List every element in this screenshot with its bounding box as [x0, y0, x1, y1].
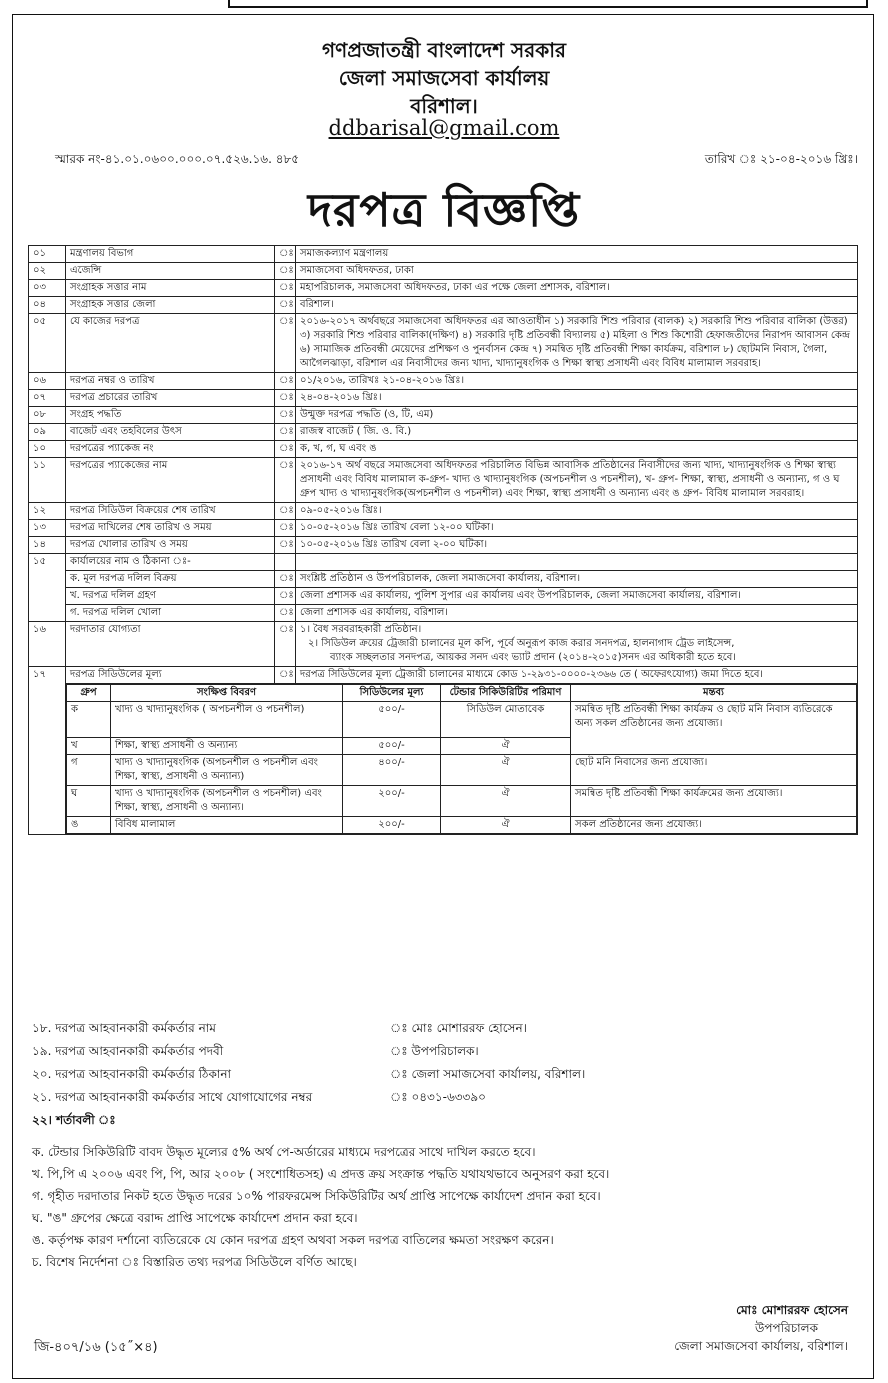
signatory-designation: উপপরিচালক	[755, 1321, 818, 1335]
row-number: ১৩	[29, 520, 66, 537]
group-desc: বিবিধ মালামাল	[111, 817, 343, 834]
row-separator: ঃ	[275, 280, 296, 297]
condition-item: ঘ. "ঙ" গ্রুপের ক্ষেত্রে বরাদ্দ প্রাপ্তি সাপেক্ষে কার্যাদেশ প্রদান করা হবে।	[32, 1211, 358, 1225]
table-row	[29, 314, 858, 373]
row-value: ২০১৬-১৭ অর্থ বছরে সমাজসেবা অধিদফতর পরিচালিত বিভিন্ন আবাসিক প্রতিষ্ঠানের নিবাসীদের জন্য খাদ্য, খাদ্যানুষংগিক ও শিক্ষা স্বাস্থ্য প্রসাধনী এবং বিবিধ মালামাল ক-গ্রুপ- খাদ্য ও খাদ্যানুষংগিক (অপচনশীল ও পচনশীল), খ- গ্রুপ- শিক্ষা, স্বাস্থ্য, প্রসাধনী ও অন্যান্য, গ ও ঘ গ্রুপ খাদ্য ও খাদ্যানুষংগিক(অপচনশীল ও পচনশীল) এবং শিক্ষা, স্বাস্থ্য প্রসাধনী ও অন্যান্য এবং ঙ গ্রুপ- বিবিধ মালামাল সরবরাহ।	[296, 458, 858, 503]
col-header: সিডিউলের মূল্য	[343, 685, 441, 702]
row-number: ১৫	[29, 554, 66, 622]
condition-item: চ. বিশেষ নির্দেশনা ঃ বিস্তারিত তথ্য দরপত্র সিডিউলে বর্ণিত আছে।	[32, 1255, 357, 1269]
row-separator: ঃ	[275, 263, 296, 280]
table-row	[29, 280, 858, 297]
table-row	[29, 373, 858, 390]
officer-name-value: ঃ মোঃ মোশাররফ হোসেন।	[390, 1021, 527, 1035]
officer-address-label: ২০. দরপত্র আহবানকারী কর্মকর্তার ঠিকানা	[32, 1067, 231, 1081]
officer-designation-label: ১৯. দরপত্র আহবানকারী কর্মকর্তার পদবী	[32, 1044, 224, 1058]
row-number: ১৬	[29, 622, 66, 667]
row-value: ১০-০৫-২০১৬ খ্রিঃ তারিখ বেলা ১২-০০ ঘটিকা।	[296, 520, 858, 537]
row-separator: ঃ	[275, 424, 296, 441]
row-value: ০৯-০৫-২০১৬ খ্রিঃ।	[296, 503, 858, 520]
row-value: জেলা প্রশাসক এর কার্যালয়, বরিশাল।	[296, 605, 858, 622]
row-label: দরপত্র প্রচারের তারিখ	[66, 390, 275, 407]
table-row	[29, 441, 858, 458]
group-price: ২০০/-	[343, 817, 441, 834]
group-code: গ	[67, 755, 111, 786]
condition-item: গ. গৃহীত দরদাতার নিকট হতে উদ্ধৃত দরের ১০% পারফরমেন্স সিকিউরিটির অর্থ প্রাপ্তি সাপেক্ষে কার্যাদেশ প্রদান করা হবে।	[32, 1189, 601, 1203]
row-label: মন্ত্রণালয় বিভাগ	[66, 246, 275, 263]
row-number: ০৮	[29, 407, 66, 424]
group-desc: শিক্ষা, স্বাস্থ্য প্রসাধনী ও অন্যান্য	[111, 738, 343, 755]
row-separator: ঃ	[275, 588, 296, 605]
group-desc: খাদ্য ও খাদ্যানুষংগিক ( অপচনশীল ও পচনশীল)	[111, 702, 343, 738]
group-remark: সমন্বিত দৃষ্টি প্রতিবন্ধী শিক্ষা কার্যক্রম ও ছোট মনি নিবাস ব্যতিরেকে অন্য সকল প্রতিষ্ঠানের জন্য প্রযোজ্য।	[571, 702, 857, 755]
group-price: ৫০০/-	[343, 702, 441, 738]
office-city: বরিশাল।	[410, 94, 478, 118]
email-link[interactable]: ddbarisal@gmail.com	[328, 116, 560, 140]
table-row	[29, 520, 858, 537]
groups-row	[67, 702, 857, 738]
table-row	[29, 503, 858, 520]
officer-address-value: ঃ জেলা সমাজসেবা কার্যালয়, বরিশাল।	[390, 1067, 586, 1081]
row-label: দরপত্র সিডিউলের মূল্য	[66, 667, 275, 684]
row-number: ১৭	[29, 667, 66, 835]
row-separator: ঃ	[275, 314, 296, 373]
col-header: টেন্ডার সিকিউরিটির পরিমাণ	[441, 685, 571, 702]
row-label: সংগ্রাহক সত্তার জেলা	[66, 297, 275, 314]
officer-name-label: ১৮. দরপত্র আহবানকারী কর্মকর্তার নাম	[32, 1021, 216, 1035]
table-row	[29, 554, 858, 571]
table-row	[29, 263, 858, 280]
row-value: সমাজসেবা অধিদফতর, ঢাকা	[296, 263, 858, 280]
row-separator: ঃ	[275, 390, 296, 407]
officer-contact-value: ঃ ০৪৩১-৬৩৩৯০	[390, 1090, 486, 1104]
notice-date: তারিখ ঃ ২১-০৪-২০১৬ খ্রিঃ।	[704, 152, 858, 166]
signatory-office: জেলা সমাজসেবা কার্যালয়, বরিশাল।	[674, 1339, 848, 1353]
row-separator: ঃ	[275, 373, 296, 390]
row-label: দরপত্রের প্যাকেজের নাম	[66, 458, 275, 503]
table-row	[29, 458, 858, 503]
condition-item: খ. পি,পি এ ২০০৬ এবং পি, পি, আর ২০০৮ ( সংশোধিতসহ) এ প্রদত্ত ক্রয় সংক্রান্ত পদ্ধতি যথাযথভাবে অনুসরণ করা হবে।	[32, 1167, 610, 1181]
group-desc: খাদ্য ও খাদ্যানুষংগিক (অপচনশীল ও পচনশীল এবং শিক্ষা, স্বাস্থ্য, প্রসাধনী ও অন্যান্য)	[111, 755, 343, 786]
row-label: খ. দরপত্র দলিল গ্রহণ	[66, 588, 275, 605]
groups-row	[67, 755, 857, 786]
group-code: ক	[67, 702, 111, 738]
signatory-name: মোঃ মোশাররফ হোসেন	[736, 1303, 848, 1317]
ad-code: জি-৪০৭/১৬ (১৫˝×৪)	[34, 1340, 158, 1355]
conditions-title: ২২। শর্তাবলী ঃ	[32, 1113, 116, 1127]
group-security: ঐ	[441, 786, 571, 817]
row-separator: ঃ	[275, 297, 296, 314]
row-value: ১০-০৫-২০১৬ খ্রিঃ তারিখ বেলা ২-০০ ঘটিকা।	[296, 537, 858, 554]
row-label: দরপত্র খোলার তারিখ ও সময়	[66, 537, 275, 554]
row-value: জেলা প্রশাসক এর কার্যালয়, পুলিশ সুপার এর কার্যালয় এবং উপপরিচালক, জেলা সমাজসেবা কার্যালয়, বরিশাল।	[296, 588, 858, 605]
row-label: সংগ্রহ পদ্ধতি	[66, 407, 275, 424]
row-value: ২০১৬-২০১৭ অর্থবছরে সমাজসেবা অধিদফতর এর আওতাধীন ১) সরকারি শিশু পরিবার (বালক) ২) সরকারি শিশু পরিবার বালিকা (উত্তর) ৩) সরকারি শিশু পরিবার বালিকা(দক্ষিণ) ৪) সরকারি দৃষ্টি প্রতিবন্ধী বিদ্যালয় ৫) মহিলা ও শিশু কিশোরী হেফাজতীদের নিরাপদ আবাসন কেন্দ্র ৬) সামাজিক প্রতিবন্ধী মেয়েদের প্রশিক্ষণ ও পুনর্বাসন কেন্দ্র ৭) সমন্বিত দৃষ্টি প্রতিবন্ধী শিক্ষা কার্যক্রম, বরিশাল ৮) ছোটমনি নিবাস, গৈলা, আগৈলঝাড়া, বরিশাল এর নিবাসীদের জন্য খাদ্য, খাদ্যানুষংগিক ও শিক্ষা স্বাস্থ্য প্রসাধনী এবং বিবিধ মালামাল সরবরাহ।	[296, 314, 858, 373]
row-separator: ঃ	[275, 458, 296, 503]
row-value	[296, 622, 858, 667]
officer-contact-label: ২১. দরপত্র আহবানকারী কর্মকর্তার সাথে যোগাযোগের নম্বর	[32, 1090, 313, 1104]
groups-cell	[66, 684, 858, 835]
row-number: ০২	[29, 263, 66, 280]
row-label: গ. দরপত্র দলিল খোলা	[66, 605, 275, 622]
row-value: সংশ্লিষ্ট প্রতিষ্ঠান ও উপপরিচালক, জেলা সমাজসেবা কার্যালয়, বরিশাল।	[296, 571, 858, 588]
row-separator: ঃ	[275, 503, 296, 520]
row-label: দরপত্র সিডিউল বিক্রয়ের শেষ তারিখ	[66, 503, 275, 520]
row-value: মহাপরিচালক, সমাজসেবা অধিদফতর, ঢাকা এর পক্ষে জেলা প্রশাসক, বরিশাল।	[296, 280, 858, 297]
row-separator: ঃ	[275, 605, 296, 622]
row-label: দরদাতার যোগ্যতা	[66, 622, 275, 667]
row-separator: ঃ	[275, 667, 296, 684]
groups-header-row	[67, 685, 857, 702]
row-value: রাজস্ব বাজেট ( জি. ও. বি.)	[296, 424, 858, 441]
row-value: বরিশাল।	[296, 297, 858, 314]
group-remark: সকল প্রতিষ্ঠানের জন্য প্রযোজ্য।	[571, 817, 857, 834]
memo-number: স্মারক নং-৪১.০১.০৬০০.০০০.০৭.৫২৬.১৬. ৪৮৫	[55, 152, 300, 166]
table-row	[29, 684, 858, 835]
group-code: খ	[67, 738, 111, 755]
group-remark: ছোট মনি নিবাসের জন্য প্রযোজ্য।	[571, 755, 857, 786]
table-row	[29, 407, 858, 424]
row-value: দরপত্র সিডিউলের মূল্য ট্রেজারী চালানের মাধ্যমে কোড ১-২৯৩১-০০০০-২৩৬৬ তে ( অফেরৎযোগ্য) জমা দিতে হবে।	[296, 667, 858, 684]
table-row	[29, 667, 858, 684]
row-number: ১১	[29, 458, 66, 503]
table-row	[29, 622, 858, 667]
group-code: ঘ	[67, 786, 111, 817]
officer-designation-value: ঃ উপপরিচালক।	[390, 1044, 479, 1058]
group-remark: সমন্বিত দৃষ্টি প্রতিবন্ধী শিক্ষা কার্যক্রমের জন্য প্রযোজ্য।	[571, 786, 857, 817]
condition-item: ক. টেন্ডার সিকিউরিটি বাবদ উদ্ধৃত মূল্যের ৫% অর্থ পে-অর্ডারের মাধ্যমে দরপত্রের সাথে দাখিল করতে হবে।	[32, 1145, 536, 1159]
table-row	[29, 246, 858, 263]
group-price: ২০০/-	[343, 786, 441, 817]
row-label: এজেন্সি	[66, 263, 275, 280]
row-number: ০১	[29, 246, 66, 263]
group-price: ৫০০/-	[343, 738, 441, 755]
group-security: ঐ	[441, 738, 571, 755]
row-number: ০৫	[29, 314, 66, 373]
row-label: দরপত্রের প্যাকেজ নং	[66, 441, 275, 458]
row-number: ০৭	[29, 390, 66, 407]
qualification-line: ব্যাংক সচ্ছলতার সনদপত্র, আয়কর সনদ এবং ভ্যাট প্রদান (২০১৪-২০১৫)সনদ এর অধিকারী হতে হবে।	[330, 652, 736, 663]
row-label: দরপত্র নম্বর ও তারিখ	[66, 373, 275, 390]
row-separator: ঃ	[275, 622, 296, 667]
row-separator: ঃ	[275, 407, 296, 424]
notice-title: দরপত্র বিজ্ঞপ্তি	[307, 183, 581, 237]
row-number: ১৪	[29, 537, 66, 554]
row-separator: ঃ	[275, 520, 296, 537]
row-number: ০৯	[29, 424, 66, 441]
row-value: সমাজকল্যাণ মন্ত্রণালয়	[296, 246, 858, 263]
groups-row	[67, 817, 857, 834]
groups-table	[66, 684, 857, 834]
row-number: ০৪	[29, 297, 66, 314]
row-label: সংগ্রাহক সত্তার নাম	[66, 280, 275, 297]
col-header: গ্রুপ	[67, 685, 111, 702]
group-code: ঙ	[67, 817, 111, 834]
row-separator: ঃ	[275, 441, 296, 458]
row-label: কার্যালয়ের নাম ও ঠিকানা ঃ-	[66, 554, 275, 571]
table-row	[29, 571, 858, 588]
row-separator: ঃ	[275, 537, 296, 554]
row-value: ০১/২০১৬, তারিখঃ ২১-০৪-২০১৬ খ্রিঃ।	[296, 373, 858, 390]
row-label: যে কাজের দরপত্র	[66, 314, 275, 373]
table-row	[29, 424, 858, 441]
row-value	[296, 554, 858, 571]
row-separator: ঃ	[275, 246, 296, 263]
condition-item: ঙ. কর্তৃপক্ষ কারণ দর্শানো ব্যতিরেকে যে কোন দরপত্র গ্রহণ অথবা সকল দরপত্র বাতিলের ক্ষমতা সংরক্ষণ করেন।	[32, 1233, 554, 1247]
row-number: ১০	[29, 441, 66, 458]
tender-table	[28, 245, 858, 835]
row-value: ২৪-০৪-২০১৬ খ্রিঃ।	[296, 390, 858, 407]
row-label: দরপত্র দাখিলের শেষ তারিখ ও সময়	[66, 520, 275, 537]
row-number: ০৩	[29, 280, 66, 297]
col-header: মন্তব্য	[571, 685, 857, 702]
groups-row	[67, 786, 857, 817]
row-value: ক, খ, গ, ঘ এবং ঙ	[296, 441, 858, 458]
email-line	[0, 116, 888, 140]
col-header: সংক্ষিপ্ত বিবরণ	[111, 685, 343, 702]
group-security: ঐ	[441, 755, 571, 786]
row-number: ০৬	[29, 373, 66, 390]
top-border	[228, 0, 868, 8]
group-security: ঐ	[441, 817, 571, 834]
group-price: ৪০০/-	[343, 755, 441, 786]
row-separator: ঃ	[275, 571, 296, 588]
table-row	[29, 390, 858, 407]
gov-title: গণপ্রজাতন্ত্রী বাংলাদেশ সরকার	[322, 38, 566, 62]
row-value: উন্মুক্ত দরপত্র পদ্ধতি (ও, টি, এম)	[296, 407, 858, 424]
row-label: বাজেট এবং তহবিলের উৎস	[66, 424, 275, 441]
office-name: জেলা সমাজসেবা কার্যালয়	[338, 66, 550, 90]
table-row	[29, 605, 858, 622]
row-separator	[275, 554, 296, 571]
group-desc: খাদ্য ও খাদ্যানুষংগিক (অপচনশীল ও পচনশীল) এবং শিক্ষা, স্বাস্থ্য, প্রসাধনী ও অন্যান্য।	[111, 786, 343, 817]
table-row	[29, 537, 858, 554]
qualification-line: ১। বৈধ সরবরাহকারী প্রতিষ্ঠান।	[300, 624, 422, 635]
table-row	[29, 297, 858, 314]
row-label: ক. মূল দরপত্র দলিল বিক্রয়	[66, 571, 275, 588]
row-number: ১২	[29, 503, 66, 520]
table-row	[29, 588, 858, 605]
qualification-line: ২। সিডিউল ক্রয়ের ট্রেজারী চালানের মূল কপি, পূর্বে অনুরূপ কাজ করার সনদপত্র, হালনাগাদ ট্রেড লাইসেন্স,	[308, 638, 735, 649]
group-security: সিডিউল মোতাবেক	[441, 702, 571, 738]
